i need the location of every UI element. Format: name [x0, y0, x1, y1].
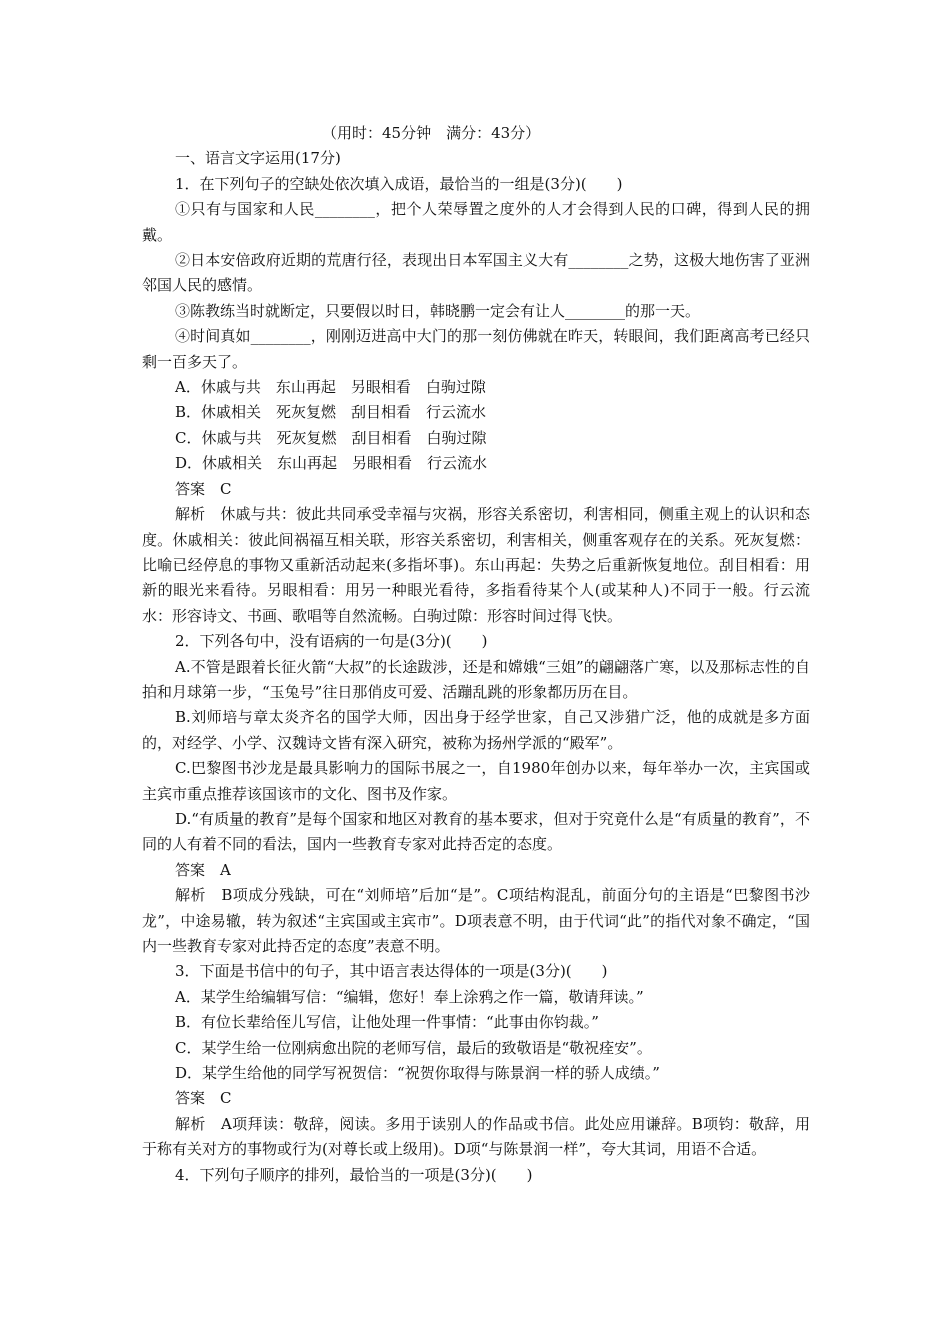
question-stem: 3．下面是书信中的句子，其中语言表达得体的一项是(3分)( )	[175, 962, 608, 981]
question-4	[142, 1163, 810, 1188]
sentence-4: ④时间真如________，刚刚迈进高中大门的那一刻仿佛就在昨天，转眼间，我们距离高考已经只剩一百多天了。	[142, 327, 810, 371]
question-3	[142, 959, 810, 1162]
analysis: 解析 休戚与共：彼此共同承受幸福与灾祸，形容关系密切，利害相同，侧重主观上的认识和态度。休戚相关：彼此间祸福互相关联，形容关系密切，利害相关，侧重客观存在的关系。死灰复燃：比喻已经停息的事物又重新活动起来(多指坏事)。东山再起：失势之后重新恢复地位。刮目相看：用新的眼光来看待。另眼相看：用另一种眼光看待，多指看待某个人(或某种人)不同于一般。行云流水：形容诗文、书画、歌唱等自然流畅。白驹过隙：形容时间过得飞快。	[142, 505, 810, 625]
answer: 答案 A	[175, 860, 231, 879]
option-c: C．休戚与共 死灰复燃 刮目相看 白驹过隙	[175, 428, 487, 447]
option-d: D．休戚相关 东山再起 另眼相看 行云流水	[175, 454, 488, 473]
option-d: D.“有质量的教育”是每个国家和地区对教育的基本要求，但对于究竟什么是“有质量的教育”，不同的人有着不同的看法，国内一些教育专家对此持否定的态度。	[142, 809, 810, 854]
sentence-2: ②日本安倍政府近期的荒唐行径，表现出日本军国主义大有________之势，这极大地伤害了亚洲邻国人民的感情。	[142, 251, 810, 295]
option-a: A.不管是跟着长征火箭“大叔”的长途跋涉，还是和嫦娥“三姐”的翩翩落广寒，以及那标志性的自拍和月球第一步，“玉兔号”往日那俏皮可爱、活蹦乱跳的形象都历历在目。	[142, 657, 810, 701]
option-c: C.巴黎图书沙龙是最具影响力的国际书展之一，自1980年创办以来，每年举办一次，主宾国或主宾市重点推荐该国该市的文化、图书及作家。	[142, 759, 810, 803]
sentence-3: ③陈教练当时就断定，只要假以时日，韩晓鹏一定会有让人________的那一天。	[175, 301, 701, 320]
question-stem: 2．下列各句中，没有语病的一句是(3分)( )	[175, 632, 488, 651]
option-b: B．休戚相关 死灰复燃 刮目相看 行云流水	[175, 403, 487, 422]
question-1	[142, 172, 810, 629]
question-stem: 1．在下列句子的空缺处依次填入成语，最恰当的一组是(3分)( )	[175, 174, 623, 193]
analysis: 解析 A项拜读：敬辞，阅读。多用于读别人的作品或书信。此处应用谦辞。B项钧：敬辞，用于称有关对方的事物或行为(对尊长或上级用)。D项“与陈景润一样”，夸大其词，用语不合适。	[142, 1114, 810, 1159]
section-title: 一、语言文字运用(17分)	[175, 149, 341, 168]
analysis: 解析 B项成分残缺，可在“刘师培”后加“是”。C项结构混乱，前面分句的主语是“巴黎图书沙龙”，中途易辙，转为叙述“主宾国或主宾市”。D项表意不明，由于代词“此”的指代对象不确定，“国内一些教育专家对此持否定的态度”表意不明。	[142, 886, 810, 955]
option-d: D．某学生给他的同学写祝贺信：“祝贺你取得与陈景润一样的骄人成绩。”	[175, 1064, 660, 1083]
question-2	[142, 629, 810, 959]
sentence-1: ①只有与国家和人民________，把个人荣辱置之度外的人才会得到人民的口碑，得到人民的拥戴。	[142, 200, 810, 244]
option-c: C．某学生给一位刚病愈出院的老师写信，最后的致敬语是“敬祝痊安”。	[175, 1038, 652, 1057]
option-b: B．有位长辈给侄儿写信，让他处理一件事情：“此事由你钧裁。”	[175, 1013, 599, 1032]
option-a: A．某学生给编辑写信：“编辑，您好！奉上涂鸦之作一篇，敬请拜读。”	[175, 987, 644, 1006]
option-a: A．休戚与共 东山再起 另眼相看 白驹过隙	[175, 378, 486, 397]
question-stem: 4．下列句子顺序的排列，最恰当的一项是(3分)( )	[175, 1165, 533, 1184]
answer: 答案 C	[175, 479, 232, 498]
answer: 答案 C	[175, 1089, 232, 1108]
document-content	[142, 121, 810, 1188]
time-limit-header: （用时：45分钟 满分：43分）	[322, 124, 541, 142]
option-b: B.刘师培与章太炎齐名的国学大师，因出身于经学世家，自己又涉猎广泛，他的成就是多方面的，对经学、小学、汉魏诗文皆有深入研究，被称为扬州学派的“殿军”。	[142, 708, 810, 752]
